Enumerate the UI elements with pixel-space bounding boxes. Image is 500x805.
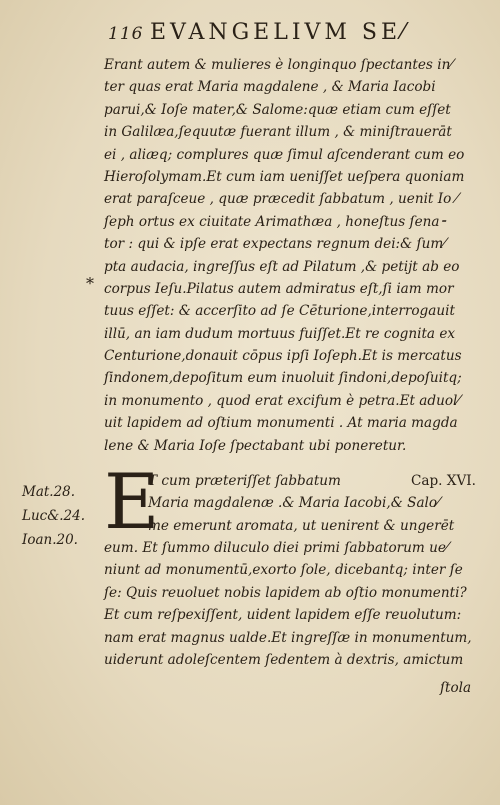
text-line: eum. Et ſummo diluculo diei primi ſabbatorum ue⁄ [104, 540, 449, 556]
text-line: me emerunt aromata, ut uenirent & ungerēt [148, 517, 455, 534]
text-line: ſe: Quis reuoluet nobis lapidem ab oſtio monumenti? [104, 584, 467, 601]
text-line: in Galilæa,ſequutæ fuerant illum , & miniſtrauerāt [104, 124, 452, 141]
text-line: corpus Ieſu.Pilatus autem admiratus eſt,ſi iam mor [104, 280, 454, 297]
text-line: Centurione,donauit cōpus ipſi Ioſeph.Et is mercatus [104, 348, 462, 365]
text-line: Erant autem & mulieres è longinquo ſpectantes in⁄ [104, 57, 453, 73]
text-line: in monumento , quod erat excifum è petra.Et aduol⁄ [104, 392, 460, 409]
text-line: nam erat magnus ualde.Et ingreſſæ in monumentum, [104, 629, 472, 646]
chapter-text [104, 537, 484, 671]
text-line: ſeph ortus ex ciuitate Arimathæa , honeſtus ſena⁃ [104, 213, 447, 230]
marginal-reference: Luc&.24. [22, 508, 85, 524]
running-head-title: EVANGELIVM SE⁄ [150, 20, 409, 45]
drop-cap: E [104, 457, 160, 546]
text-line: lene & Maria Ioſe ſpectabant ubi poneretur. [104, 437, 407, 454]
marginal-references [22, 480, 85, 552]
text-line: erat paraſceue , quæ præcedit ſabbatum , uenit Io ⁄ [104, 191, 458, 208]
page-number: 116 [108, 24, 144, 44]
running-head [108, 20, 488, 50]
text-line: uiderunt adoleſcentem ſedentem à dextris, amictum [104, 651, 464, 668]
text-line: Et cum reſpexiſſent, uident lapidem eſſe reuolutum: [104, 607, 462, 624]
catchword: ſtola [440, 680, 472, 696]
text-line: ei , aliæq; complures quæ ſimul aſcenderant cum eo [104, 146, 465, 163]
text-line: Hieroſolymam.Et cum iam ueniſſet ueſpera quoniam [104, 168, 465, 185]
text-line: illū, an iam dudum mortuus fuiſſet.Et re cognita ex [104, 325, 456, 342]
text-line: Maria magdalenæ .& Maria Iacobi,& Salo⁄ [148, 495, 440, 512]
text-line: tor : qui & ipſe erat expectans regnum dei:& ſum⁄ [104, 236, 446, 253]
text-line: parui,& Ioſe mater,& Salome:quæ etiam cum eſſet [104, 101, 451, 118]
text-line: tuus eſſet: & accerſito ad ſe Cēturione,interrogauit [104, 303, 455, 320]
text-line: uit lapidem ad oſtium monumenti . At maria magda [104, 415, 458, 432]
chapter-label: Cap. XVI. [410, 473, 476, 489]
body-text [104, 54, 480, 457]
marginal-reference: Ioan.20. [22, 532, 78, 548]
marginal-asterisk: * [86, 274, 94, 293]
chapter-first-line [148, 470, 482, 492]
text-line: ter quas erat Maria magdalene , & Maria Iacobi [104, 79, 436, 96]
marginal-reference: Mat.28. [22, 484, 76, 500]
text-line: ſindonem,depoſitum eum inuoluit ſindoni,depoſuitq; [104, 370, 462, 387]
chapter-opening-lines [148, 470, 482, 537]
text-line: T cum præteriſſet ſabbatum [148, 473, 341, 489]
text-line: niunt ad monumentū,exorto ſole, dicebantq; inter ſe [104, 562, 463, 579]
text-line: pta audacia, ingreſſus eſt ad Pilatum ,& petijt ab eo [104, 258, 460, 275]
